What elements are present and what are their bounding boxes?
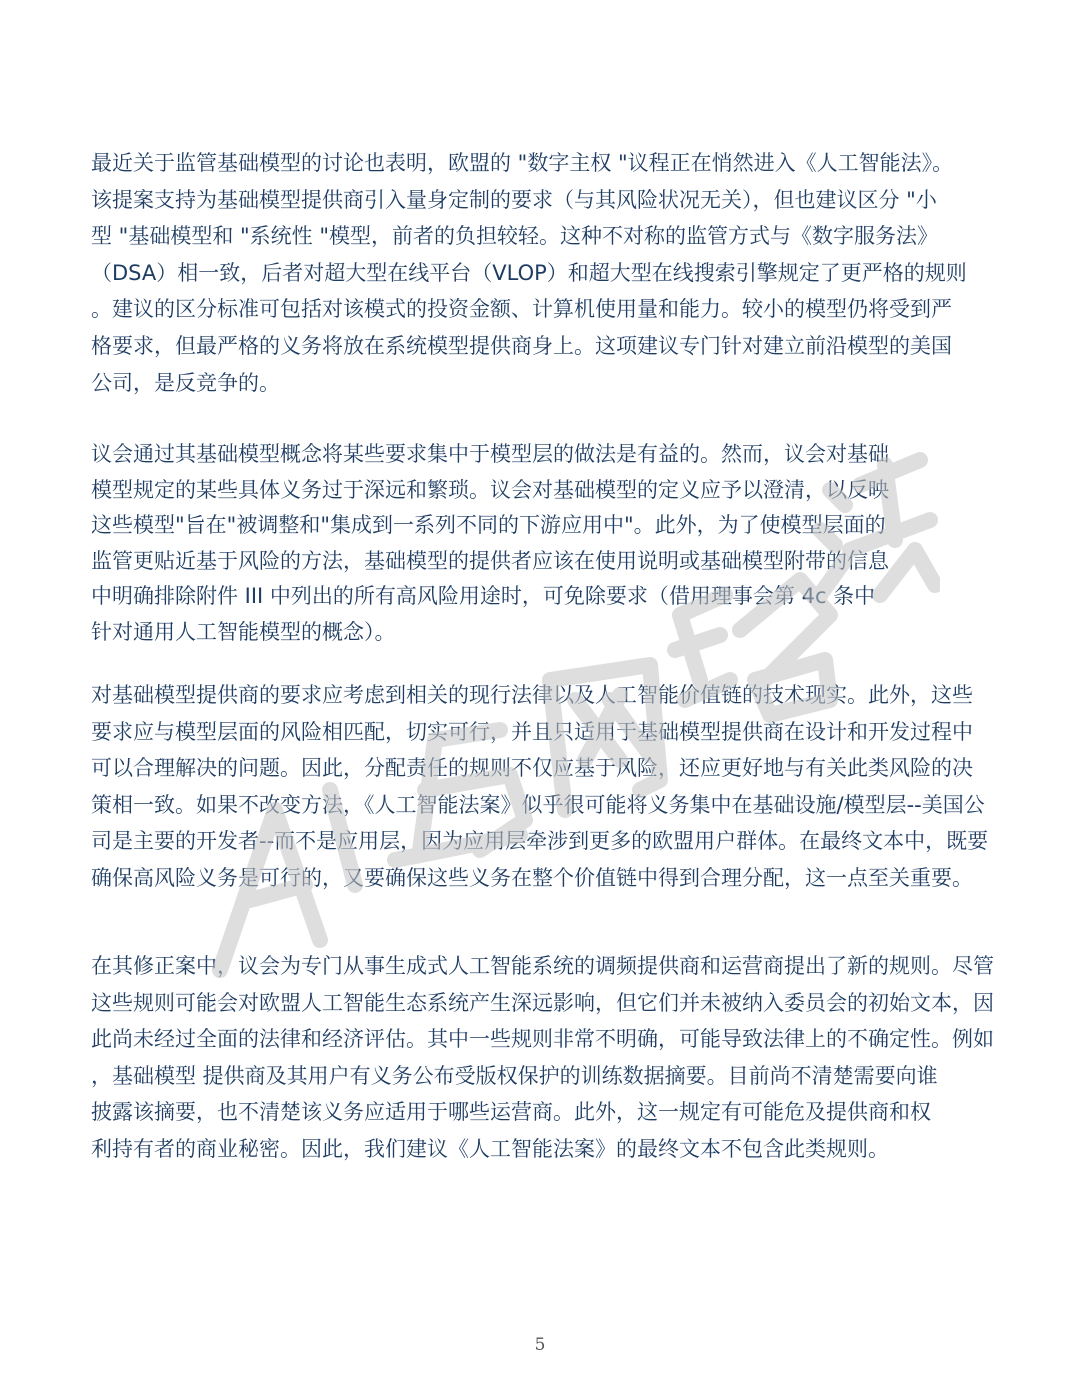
- paragraph-line: 监管更贴近基于风险的方法，基础模型的提供者应该在使用说明或基础模型附带的信息: [91, 548, 889, 573]
- page-number: 5: [534, 1335, 546, 1355]
- paragraph-line: 这些规则可能会对欧盟人工智能生态系统产生深远影响，但它们并未被纳入委员会的初始文本，因: [91, 990, 994, 1015]
- paragraph-line: 型 "基础模型和 "系统性 "模型，前者的负担较轻。这种不对称的监管方式与《数字服务法》: [91, 224, 938, 249]
- paragraph-line: 策相一致。如果不改变方法，《人工智能法案》似乎很可能将义务集中在基础设施/模型层--美国公: [91, 792, 985, 817]
- paragraph-line: （DSA）相一致，后者对超大型在线平台（VLOP）和超大型在线搜索引擎规定了更严格的规则: [91, 260, 967, 285]
- paragraph-line: 针对通用人工智能模型的概念）。: [91, 619, 396, 644]
- paragraph-line: 对基础模型提供商的要求应考虑到相关的现行法律以及人工智能价值链的技术现实。此外，这些: [91, 683, 973, 707]
- paragraph-line: 此尚未经过全面的法律和经济评估。其中一些规则非常不明确，可能导致法律上的不确定性。例如: [91, 1027, 994, 1052]
- paragraph-line: 该提案支持为基础模型提供商引入量身定制的要求（与其风险状况无关），但也建议区分 "小: [91, 187, 937, 212]
- paragraph-line: 利持有者的商业秘密。因此，我们建议《人工智能法案》的最终文本不包含此类规则。: [91, 1136, 889, 1161]
- paragraph-line: 披露该摘要，也不清楚该义务应适用于哪些运营商。此外，这一规定有可能危及提供商和权: [91, 1100, 931, 1125]
- paragraph-line: 公司，是反竞争的。: [91, 370, 280, 395]
- paragraph-line: 这些模型"旨在"被调整和"集成到一系列不同的下游应用中"。此外，为了使模型层面的: [91, 513, 886, 538]
- paragraph-line: 。建议的区分标准可包括对该模式的投资金额、计算机使用量和能力。较小的模型仍将受到严: [91, 297, 952, 322]
- paragraph-line: 格要求，但最严格的义务将放在系统模型提供商身上。这项建议专门针对建立前沿模型的美国: [91, 333, 952, 358]
- paragraph-1: [91, 145, 1026, 401]
- paragraph-line: 确保高风险义务是可行的，又要确保这些义务在整个价值链中得到合理分配，这一点至关重要。: [91, 865, 973, 890]
- paragraph-line: 在其修正案中，议会为专门从事生成式人工智能系统的调频提供商和运营商提出了新的规则。尽管: [91, 954, 994, 978]
- paragraph-line: 模型规定的某些具体义务过于深远和繁琐。议会对基础模型的定义应予以澄清，以反映: [91, 477, 889, 502]
- paragraph-line: 要求应与模型层面的风险相匹配，切实可行，并且只适用于基础模型提供商在设计和开发过程中: [91, 719, 973, 744]
- paragraph-line: 最近关于监管基础模型的讨论也表明，欧盟的 "数字主权 "议程正在悄然进入《人工智能法》。: [91, 151, 954, 175]
- paragraph-2: [91, 437, 1026, 651]
- paragraph-4: [91, 948, 1026, 1168]
- paragraph-3: [91, 677, 1026, 897]
- paragraph-line: 中明确排除附件 III 中列出的所有高风险用途时，可免除要求（借用理事会第 4c 条中: [91, 584, 876, 609]
- paragraph-line: 司是主要的开发者--而不是应用层，因为应用层牵涉到更多的欧盟用户群体。在最终文本中，既要: [91, 829, 989, 854]
- paragraph-line: 议会通过其基础模型概念将某些要求集中于模型层的做法是有益的。然而，议会对基础: [91, 442, 889, 466]
- paragraph-line: ，基础模型 提供商及其用户有义务公布受版权保护的训练数据摘要。目前尚不清楚需要向谁: [91, 1063, 938, 1088]
- paragraph-line: 可以合理解决的问题。因此，分配责任的规则不仅应基于风险，还应更好地与有关此类风险的决: [91, 756, 973, 781]
